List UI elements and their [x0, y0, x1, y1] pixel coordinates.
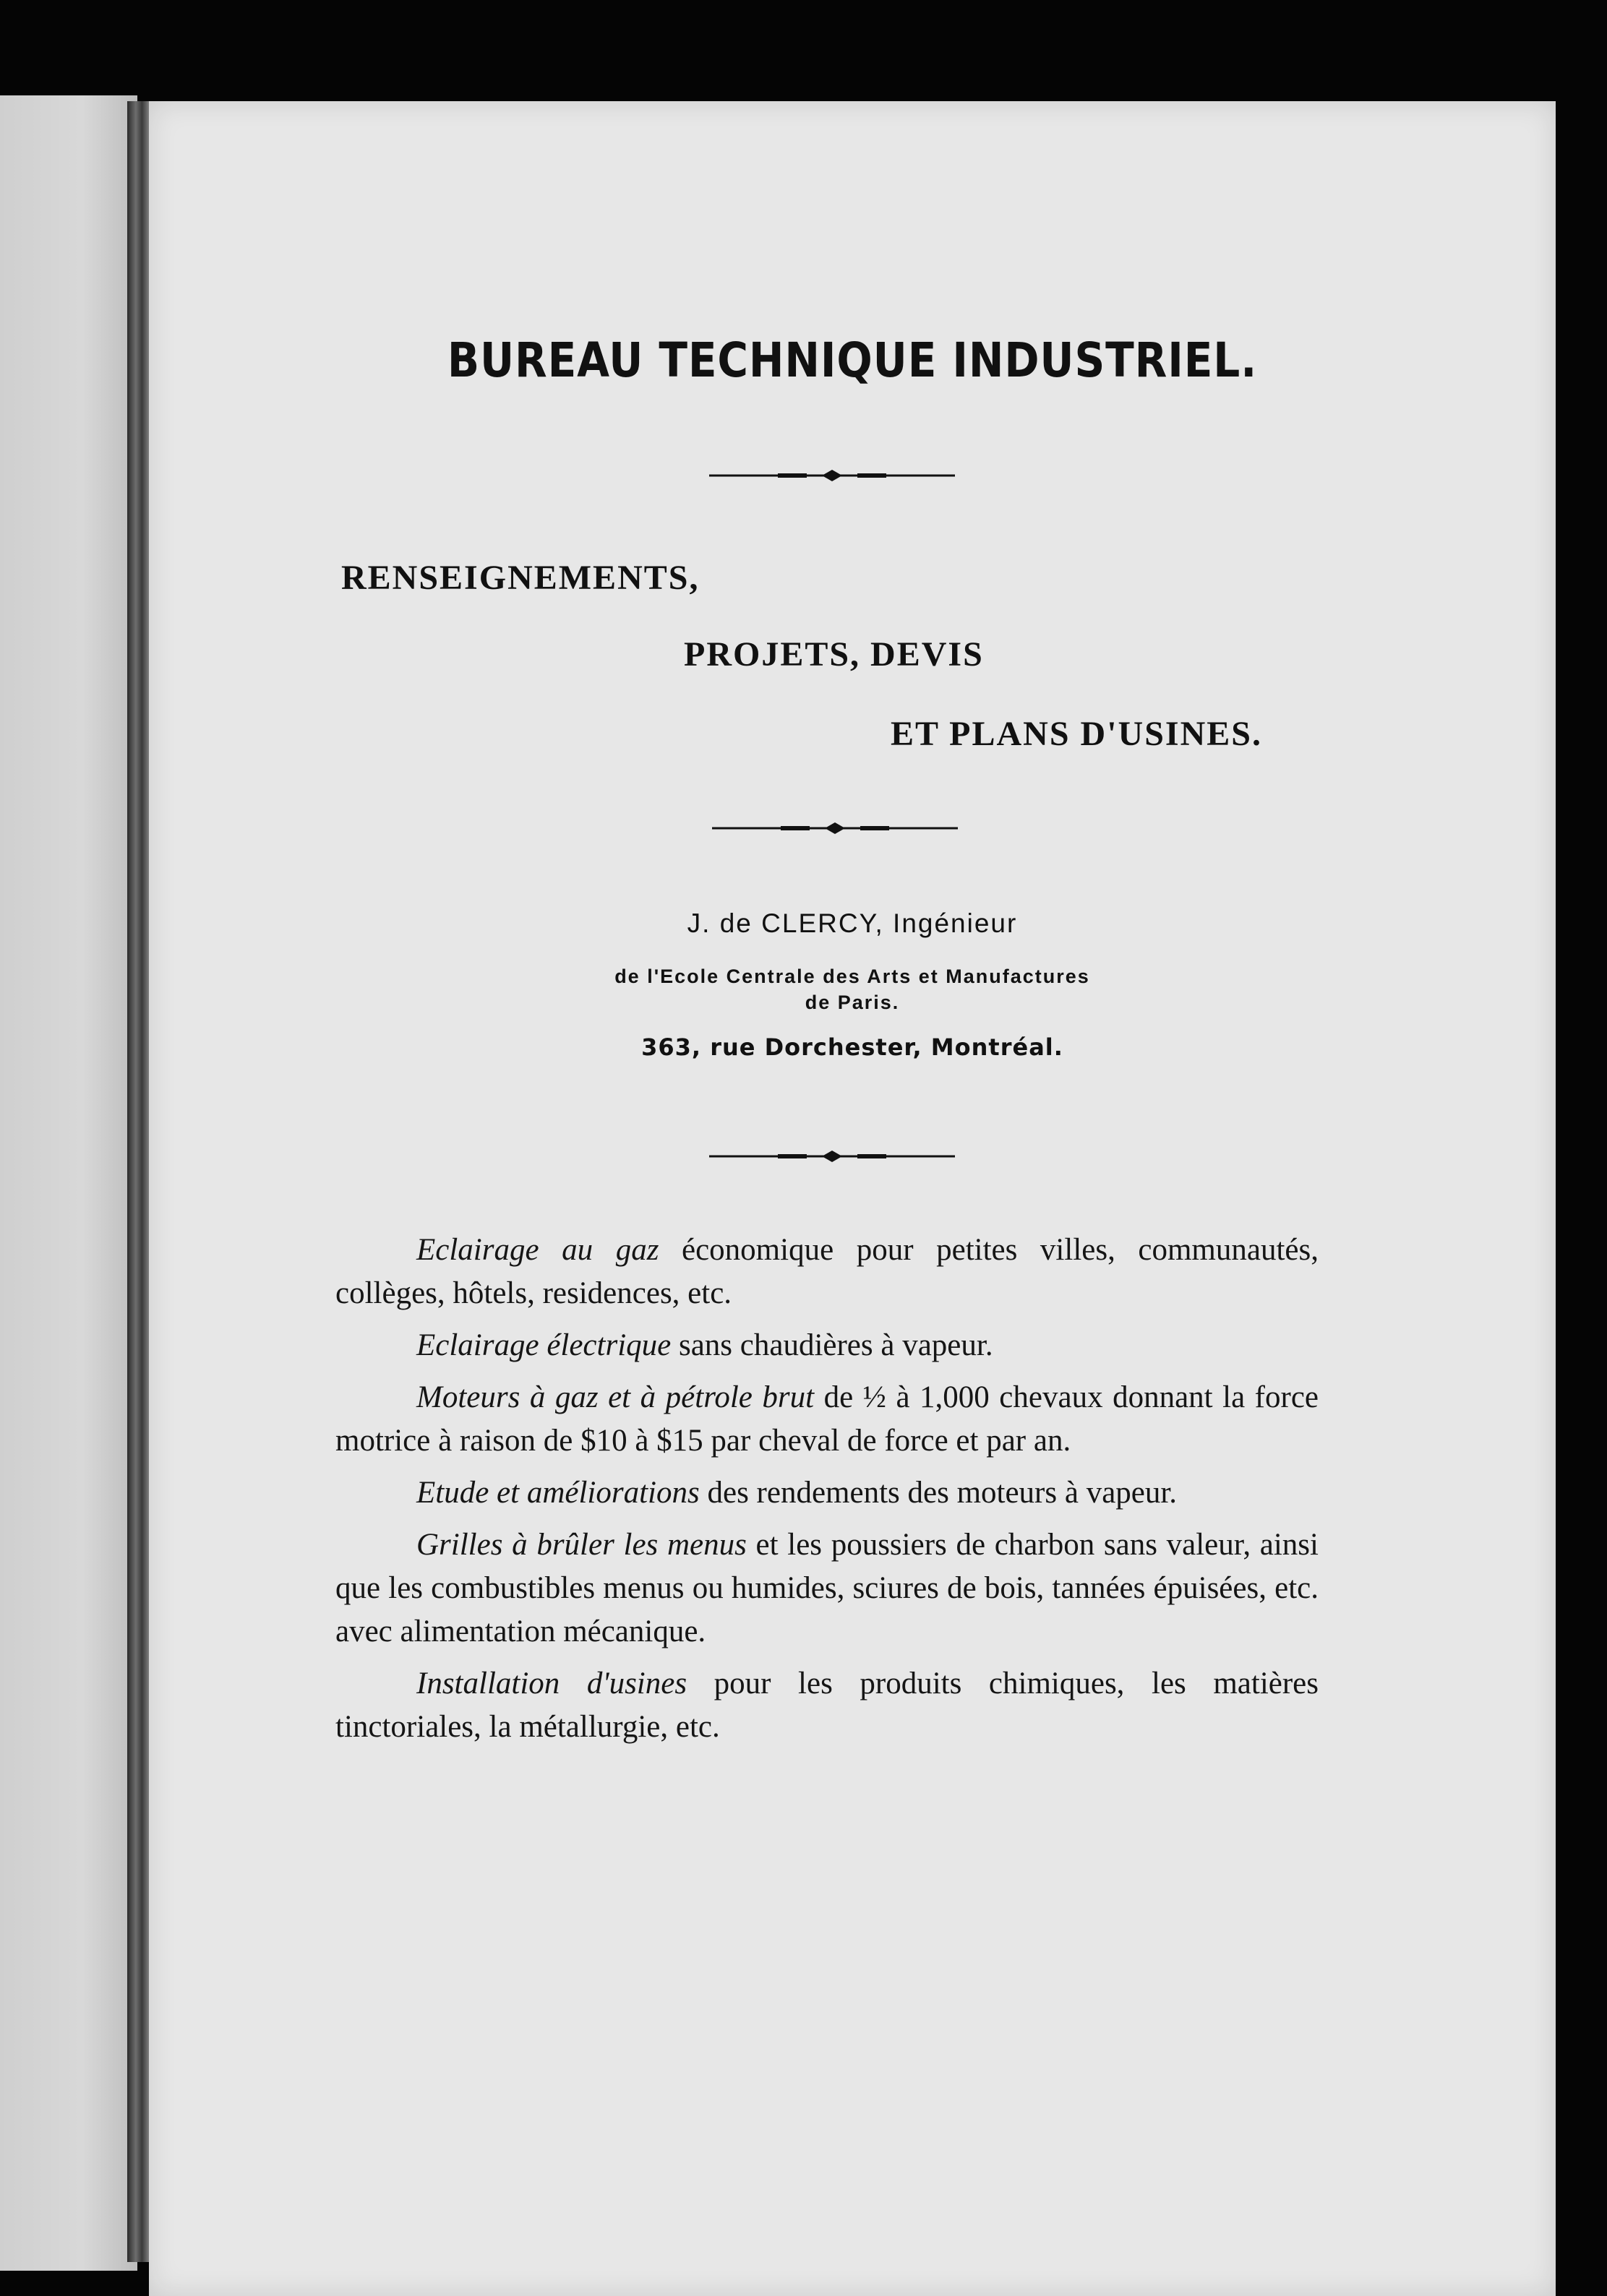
paragraph-text: des rendements des moteurs à vapeur.	[699, 1476, 1178, 1510]
paragraph-electric-lighting	[335, 1324, 1319, 1367]
paragraph-text: pour les produits chimiques, les matières tinctoriales, la métallurgie, etc.	[335, 1667, 1319, 1744]
paragraph-lead: Etude et améliorations	[416, 1476, 700, 1510]
heading-line-3: ET PLANS D'USINES.	[891, 715, 1262, 753]
paragraph-lead: Installation d'usines	[416, 1667, 687, 1700]
ornamental-divider	[709, 1149, 955, 1164]
heading-line-1: RENSEIGNEMENTS,	[341, 559, 700, 597]
paragraph-grates	[335, 1523, 1319, 1654]
paragraph-steam-study	[335, 1471, 1319, 1515]
ornamental-divider	[709, 468, 955, 483]
book-binding	[127, 101, 152, 2262]
paragraph-lead: Moteurs à gaz et à pétrole brut	[416, 1380, 815, 1414]
engineer-name: J. de CLERCY, Ingénieur	[687, 908, 1018, 938]
paragraph-text: sans chaudières à vapeur.	[671, 1328, 993, 1362]
school-line-2: de Paris.	[805, 992, 900, 1013]
paragraph-text: économique pour petites villes, communautés, collèges, hôtels, residences, etc.	[335, 1233, 1319, 1310]
facing-page-edge	[0, 95, 137, 2271]
document-page	[149, 101, 1556, 2296]
paragraph-text: et les poussiers de charbon sans valeur, ainsi que les combustibles menus ou humides, sciures de bois, tannées épuisées, etc. avec alimentation mécanique.	[335, 1528, 1319, 1648]
school-line-1: de l'Ecole Centrale des Arts et Manufactures	[614, 966, 1090, 987]
paragraph-lead: Eclairage électrique	[416, 1328, 672, 1362]
paragraph-engines	[335, 1376, 1319, 1463]
paragraph-lead: Eclairage au gaz	[416, 1233, 659, 1267]
paragraph-gas-lighting	[335, 1229, 1319, 1315]
heading-line-2: PROJETS, DEVIS	[684, 635, 984, 674]
page-title: BUREAU TECHNIQUE INDUSTRIEL.	[447, 332, 1258, 388]
paragraph-factory-installation	[335, 1662, 1319, 1749]
address: 363, rue Dorchester, Montréal.	[641, 1033, 1063, 1061]
paragraph-text: de ½ à 1,000 chevaux donnant la force motrice à raison de $10 à $15 par cheval de force et par an.	[335, 1380, 1319, 1458]
services-list	[335, 1229, 1319, 1758]
ornamental-divider	[712, 821, 958, 835]
paragraph-lead: Grilles à brûler les menus	[416, 1528, 747, 1562]
